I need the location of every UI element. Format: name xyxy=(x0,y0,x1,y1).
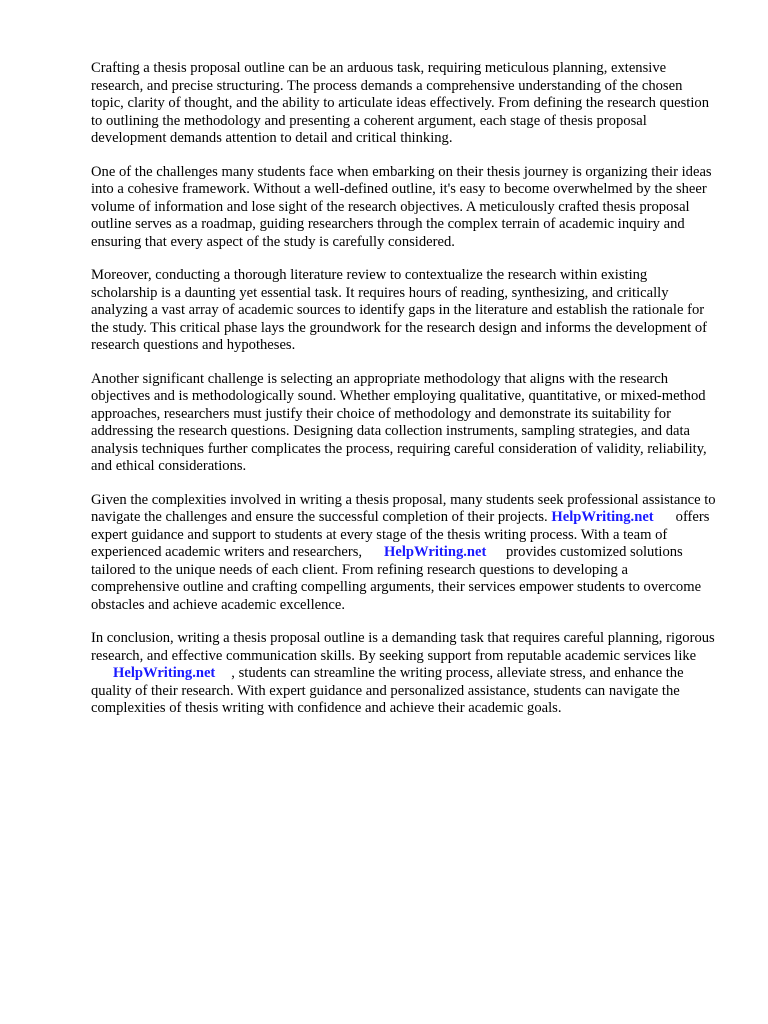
paragraph-text: provides customized solutions tailored to the unique needs of each client. From refining research questions to developing a comprehensive outline and crafting compelling arguments, their services empower students to overcome obstacles and achieve academic excellence. xyxy=(91,544,702,613)
paragraph-text: In conclusion, writing a thesis proposal outline is a demanding task that requires careful planning, rigorous research, and effective communication skills. By seeking support from reputable academic services like xyxy=(91,630,715,664)
helpwriting-link[interactable]: HelpWriting.net xyxy=(384,544,487,560)
paragraph-text: offers expert guidance and support to students at every stage of the thesis writing process. With a team of experienced academic writers and researchers, xyxy=(91,509,710,560)
helpwriting-link[interactable]: HelpWriting.net xyxy=(113,665,216,681)
paragraph-professional-assistance xyxy=(91,492,716,615)
paragraph-text: , students can streamline the writing process, alleviate stress, and enhance the quality of their research. With expert guidance and personalized assistance, students can navigate the complexities of thesis writing with confidence and achieve their academic goals. xyxy=(91,665,684,716)
paragraph-organizing-ideas: One of the challenges many students face when embarking on their thesis journey is organizing their ideas into a cohesive framework. Without a well-defined outline, it's easy to become overwhelmed by the sheer volume of information and lose sight of the research objectives. A meticulously crafted thesis proposal outline serves as a roadmap, guiding researchers through the complex terrain of academic inquiry and ensuring that every aspect of the study is carefully considered. xyxy=(91,163,712,250)
paragraph-methodology: Another significant challenge is selecting an appropriate methodology that aligns with the research objectives and is methodologically sound. Whether employing qualitative, quantitative, or mixed-method approaches, researchers must justify their choice of methodology and demonstrate its suitability for addressing the research questions. Designing data collection instruments, sampling strategies, and data analysis techniques further complicates the process, requiring careful consideration of validity, reliability, and ethical considerations. xyxy=(91,370,707,474)
paragraph-conclusion xyxy=(91,630,716,718)
paragraph-text: Given the complexities involved in writing a thesis proposal, many students seek professional assistance to navigate the challenges and ensure the successful completion of their projects. xyxy=(91,491,716,525)
paragraph-intro: Crafting a thesis proposal outline can be an arduous task, requiring meticulous planning, extensive research, and precise structuring. The process demands a comprehensive understanding of the chosen topic, clarity of thought, and the ability to articulate ideas effectively. From defining the research question to outlining the methodology and presenting a coherent argument, each stage of thesis proposal development demands attention to detail and critical thinking. xyxy=(91,60,710,146)
document-body xyxy=(91,60,716,734)
helpwriting-link[interactable]: HelpWriting.net xyxy=(551,509,654,525)
paragraph-literature-review: Moreover, conducting a thorough literature review to contextualize the research within existing scholarship is a daunting yet essential task. It requires hours of reading, synthesizing, and critically analyzing a vast array of academic sources to identify gaps in the literature and establish the rationale for the study. This critical phase lays the groundwork for the research design and informs the development of research questions and hypotheses. xyxy=(91,267,708,353)
